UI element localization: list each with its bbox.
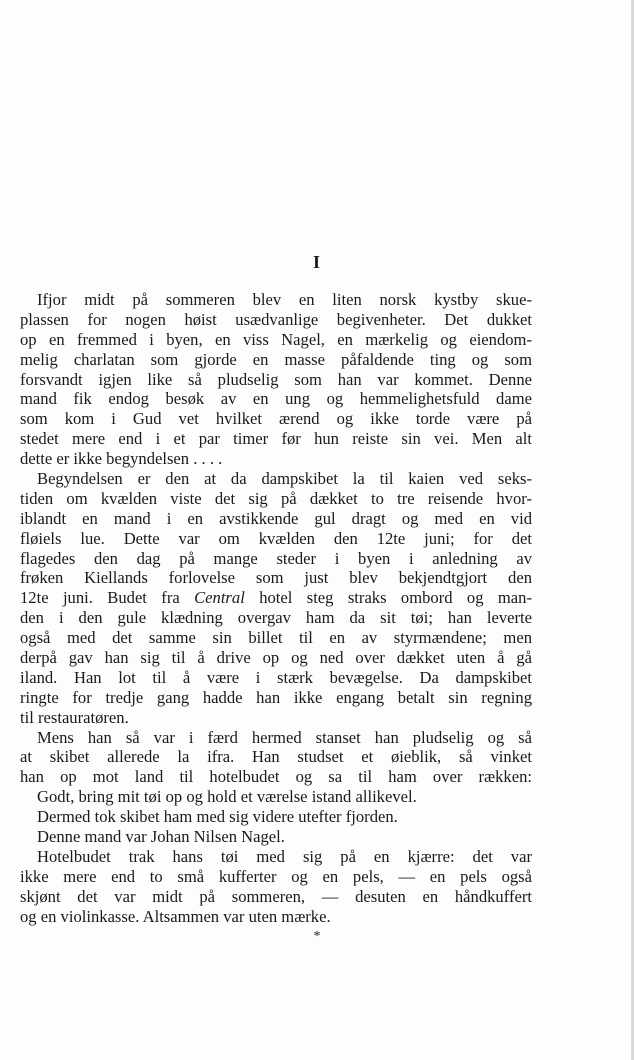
text-line: plassen for nogen høist usædvanlige begivenheter. Det dukket — [20, 309, 532, 329]
text-line: og en violinkasse. Altsammen var uten mærke. — [20, 906, 331, 926]
text-line: Hotelbudet trak hans tøi med sig på en kjærre: det var — [37, 846, 532, 866]
section-ornament: * — [313, 929, 321, 944]
text-line: op en fremmed i byen, en viss Nagel, en mærkelig og eiendom- — [20, 329, 532, 349]
body-text — [20, 290, 532, 927]
text-line: iblandt en mand i en avstikkende gul dragt og med en vid — [20, 508, 532, 528]
text-line: flagedes den dag på mange steder i byen i anledning av — [20, 548, 532, 568]
text-line: fløiels lue. Dette var om kvælden den 12te juni; for det — [20, 528, 532, 548]
chapter-heading: I — [312, 252, 321, 272]
text-line: 12te juni. Budet fra Central hotel steg straks ombord og man- — [20, 588, 532, 608]
text-line: som kom i Gud vet hvilket ærend og ikke torde være på — [20, 409, 532, 429]
text-line: Godt, bring mit tøi op og hold et værelse istand allikevel. — [37, 787, 417, 807]
text-line: ikke mere end to små kufferter og en pels, — en pels også — [20, 866, 532, 886]
text-line: skjønt det var midt på sommeren, — desuten en håndkuffert — [20, 886, 532, 906]
text-line: stedet mere end i et par timer før hun reiste sin vei. Men alt — [20, 429, 532, 449]
text-line: mand fik endog besøk av en ung og hemmelighetsfuld dame — [20, 389, 532, 409]
text-line: tiden om kvælden viste det sig på dækket to tre reisende hvor- — [20, 488, 532, 508]
text-line: derpå gav han sig til å drive op og ned over dækket uten å gå — [20, 648, 532, 668]
text-line: han op mot land til hotelbudet og sa til ham over rækken: — [20, 767, 532, 787]
text-line: at skibet allerede la ifra. Han studset et øieblik, så vinket — [20, 747, 532, 767]
text-line: forsvandt igjen like så pludselig som han var kommet. Denne — [20, 369, 532, 389]
text-line: dette er ikke begyndelsen . . . . — [20, 449, 223, 469]
text-line: Denne mand var Johan Nilsen Nagel. — [37, 827, 285, 847]
text-line: frøken Kiellands forlovelse som just blev bekjendtgjort den — [20, 568, 532, 588]
text-line: den i den gule klædning overgav ham da sit tøi; han leverte — [20, 608, 532, 628]
text-line: Ifjor midt på sommeren blev en liten norsk kystby skue- — [37, 290, 532, 309]
text-line: melig charlatan som gjorde en masse påfaldende ting og som — [20, 349, 532, 369]
text-line: Begyndelsen er den at da dampskibet la til kaien ved seks- — [37, 469, 532, 489]
text-line: iland. Han lot til å være i stærk bevægelse. Da dampskibet — [20, 667, 532, 687]
text-line: ringte for tredje gang hadde han ikke engang betalt sin regning — [20, 687, 532, 707]
text-line: til restauratøren. — [20, 707, 129, 727]
text-line: Mens han så var i færd hermed stanset han pludselig og så — [37, 727, 532, 747]
text-line: Dermed tok skibet ham med sig videre utefter fjorden. — [37, 807, 398, 827]
text-line: også med det samme sin billet til en av styrmændene; men — [20, 628, 532, 648]
